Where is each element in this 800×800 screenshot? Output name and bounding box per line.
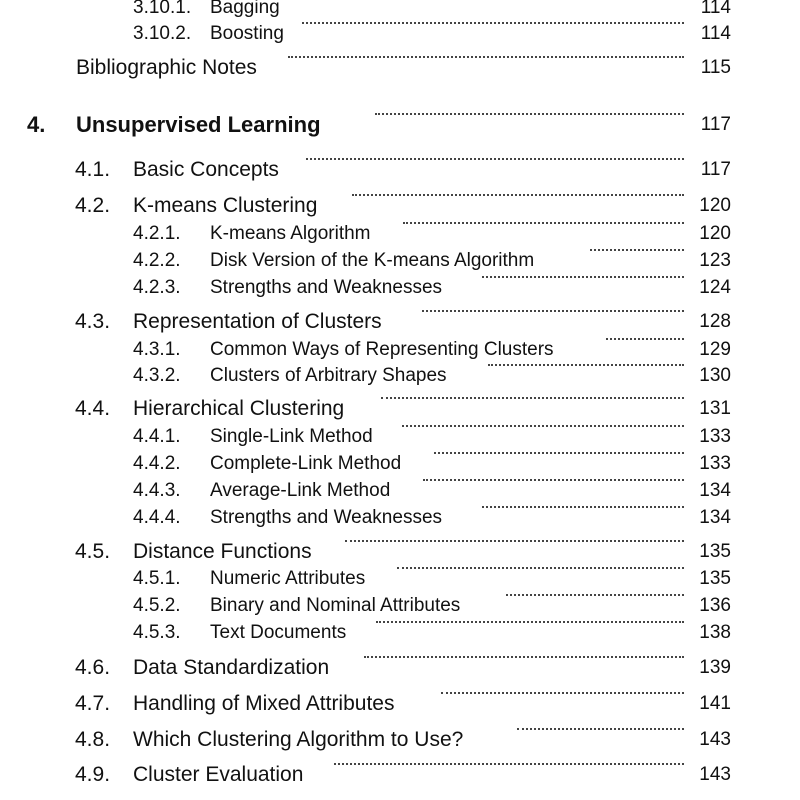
entry-page: 120 xyxy=(699,223,731,244)
entry-page: 120 xyxy=(699,195,731,216)
entry-title: Boosting xyxy=(210,23,284,44)
dot-leader xyxy=(434,452,684,454)
toc-entry[interactable] xyxy=(0,56,800,80)
entry-number: 4.2.1. xyxy=(133,223,181,244)
entry-title: Unsupervised Learning xyxy=(76,112,321,137)
entry-number: 4.3.2. xyxy=(133,365,181,386)
toc-entry[interactable] xyxy=(0,594,800,618)
toc-entry[interactable] xyxy=(0,479,800,503)
entry-title: K-means Clustering xyxy=(133,194,318,217)
dot-leader xyxy=(402,425,684,427)
entry-number: 4.1. xyxy=(75,158,111,181)
entry-number: 3.10.2. xyxy=(133,23,192,44)
dot-leader xyxy=(482,506,684,508)
entry-number: 4. xyxy=(27,112,46,137)
entry-number: 4.4.3. xyxy=(133,480,181,501)
entry-title: Disk Version of the K-means Algorithm xyxy=(210,250,535,271)
entry-page: 130 xyxy=(699,365,731,386)
entry-number: 4.9. xyxy=(75,763,111,786)
dot-leader xyxy=(288,56,684,58)
dot-leader xyxy=(306,158,684,160)
entry-number: 4.4.1. xyxy=(133,426,181,447)
entry-number: 3.10.1. xyxy=(133,0,191,20)
toc-entry[interactable] xyxy=(0,540,800,564)
entry-title: Strengths and Weaknesses xyxy=(210,507,443,528)
entry-title: Representation of Clusters xyxy=(133,310,382,333)
entry-title: Common Ways of Representing Clusters xyxy=(210,339,554,360)
dot-leader xyxy=(517,728,684,730)
toc-entry[interactable] xyxy=(0,113,800,137)
entry-title: Bagging xyxy=(210,0,280,20)
toc-entry[interactable] xyxy=(0,364,800,388)
dot-leader xyxy=(352,194,684,196)
entry-title: Average-Link Method xyxy=(210,480,391,501)
toc-entry[interactable] xyxy=(0,452,800,476)
dot-leader xyxy=(375,113,684,115)
entry-number: 4.4.2. xyxy=(133,453,181,474)
entry-title: K-means Algorithm xyxy=(210,223,371,244)
entry-title: Handling of Mixed Attributes xyxy=(133,692,395,715)
dot-leader xyxy=(441,692,684,694)
entry-title: Text Documents xyxy=(210,622,347,643)
dot-leader xyxy=(488,364,684,366)
entry-page: 136 xyxy=(699,595,731,616)
entry-number: 4.4.4. xyxy=(133,507,181,528)
entry-number: 4.5.2. xyxy=(133,595,181,616)
entry-page: 135 xyxy=(699,568,731,589)
entry-page: 128 xyxy=(699,311,731,332)
dot-leader xyxy=(302,22,684,24)
entry-page: 139 xyxy=(699,657,731,678)
dot-leader xyxy=(606,338,684,340)
entry-number: 4.5. xyxy=(75,540,111,563)
dot-leader xyxy=(381,397,684,399)
toc-entry[interactable] xyxy=(0,194,800,218)
entry-page: 134 xyxy=(699,480,731,501)
toc-entry[interactable] xyxy=(0,656,800,680)
entry-page: 115 xyxy=(700,57,731,78)
entry-number: 4.5.3. xyxy=(133,622,181,643)
entry-title: Basic Concepts xyxy=(133,158,279,181)
dot-leader xyxy=(376,621,684,623)
entry-title: Complete-Link Method xyxy=(210,453,402,474)
entry-number: 4.2. xyxy=(75,194,111,217)
entry-title: Strengths and Weaknesses xyxy=(210,277,443,298)
toc-entry[interactable] xyxy=(0,158,800,182)
dot-leader xyxy=(403,222,684,224)
dot-leader xyxy=(422,310,684,312)
dot-leader xyxy=(590,249,684,251)
entry-title: Data Standardization xyxy=(133,656,330,679)
entry-page: 135 xyxy=(699,541,731,562)
dot-leader xyxy=(345,540,684,542)
entry-page: 129 xyxy=(699,339,731,360)
toc-entry[interactable] xyxy=(0,692,800,716)
entry-title: Clusters of Arbitrary Shapes xyxy=(210,365,447,386)
entry-number: 4.2.2. xyxy=(133,250,181,271)
entry-title: Which Clustering Algorithm to Use? xyxy=(133,728,464,751)
entry-number: 4.5.1. xyxy=(133,568,181,589)
entry-page: 133 xyxy=(699,426,731,447)
entry-page: 114 xyxy=(700,0,731,18)
entry-number: 4.4. xyxy=(75,397,111,420)
toc-entry[interactable] xyxy=(0,397,800,421)
entry-page: 117 xyxy=(700,159,731,180)
entry-page: 134 xyxy=(699,507,731,528)
entry-number: 4.7. xyxy=(75,692,111,715)
entry-page: 143 xyxy=(699,764,731,785)
toc-entry[interactable] xyxy=(0,621,800,645)
toc-entry[interactable] xyxy=(0,249,800,273)
entry-number: 4.2.3. xyxy=(133,277,181,298)
dot-leader xyxy=(482,276,684,278)
entry-title: Single-Link Method xyxy=(210,426,373,447)
entry-title: Hierarchical Clustering xyxy=(133,397,345,420)
entry-page: 123 xyxy=(699,250,731,271)
toc-entry[interactable] xyxy=(0,567,800,591)
toc-entry[interactable] xyxy=(0,506,800,530)
toc-entry[interactable] xyxy=(0,22,800,46)
entry-number: 4.6. xyxy=(75,656,111,679)
entry-title: Numeric Attributes xyxy=(210,568,366,589)
entry-number: 4.8. xyxy=(75,728,111,751)
entry-title: Bibliographic Notes xyxy=(76,56,257,79)
entry-page: 124 xyxy=(699,277,731,298)
toc-entry[interactable] xyxy=(0,425,800,449)
toc-entry[interactable] xyxy=(0,310,800,334)
entry-page: 117 xyxy=(700,114,731,135)
entry-number: 4.3. xyxy=(75,310,111,333)
dot-leader xyxy=(334,763,684,765)
dot-leader xyxy=(364,656,684,658)
toc-entry[interactable] xyxy=(0,763,800,787)
entry-number: 4.3.1. xyxy=(133,339,181,360)
entry-title: Distance Functions xyxy=(133,540,312,563)
dot-leader xyxy=(506,594,684,596)
toc-entry[interactable] xyxy=(0,338,800,362)
entry-page: 138 xyxy=(699,622,731,643)
entry-page: 133 xyxy=(699,453,731,474)
entry-title: Binary and Nominal Attributes xyxy=(210,595,461,616)
toc-entry[interactable] xyxy=(0,0,800,20)
entry-page: 114 xyxy=(700,23,731,44)
entry-page: 143 xyxy=(699,729,731,750)
entry-page: 131 xyxy=(699,398,731,419)
toc-entry[interactable] xyxy=(0,222,800,246)
toc-entry[interactable] xyxy=(0,728,800,752)
dot-leader xyxy=(397,567,684,569)
entry-page: 141 xyxy=(699,693,731,714)
entry-title: Cluster Evaluation xyxy=(133,763,304,786)
toc-entry[interactable] xyxy=(0,276,800,300)
dot-leader xyxy=(423,479,684,481)
